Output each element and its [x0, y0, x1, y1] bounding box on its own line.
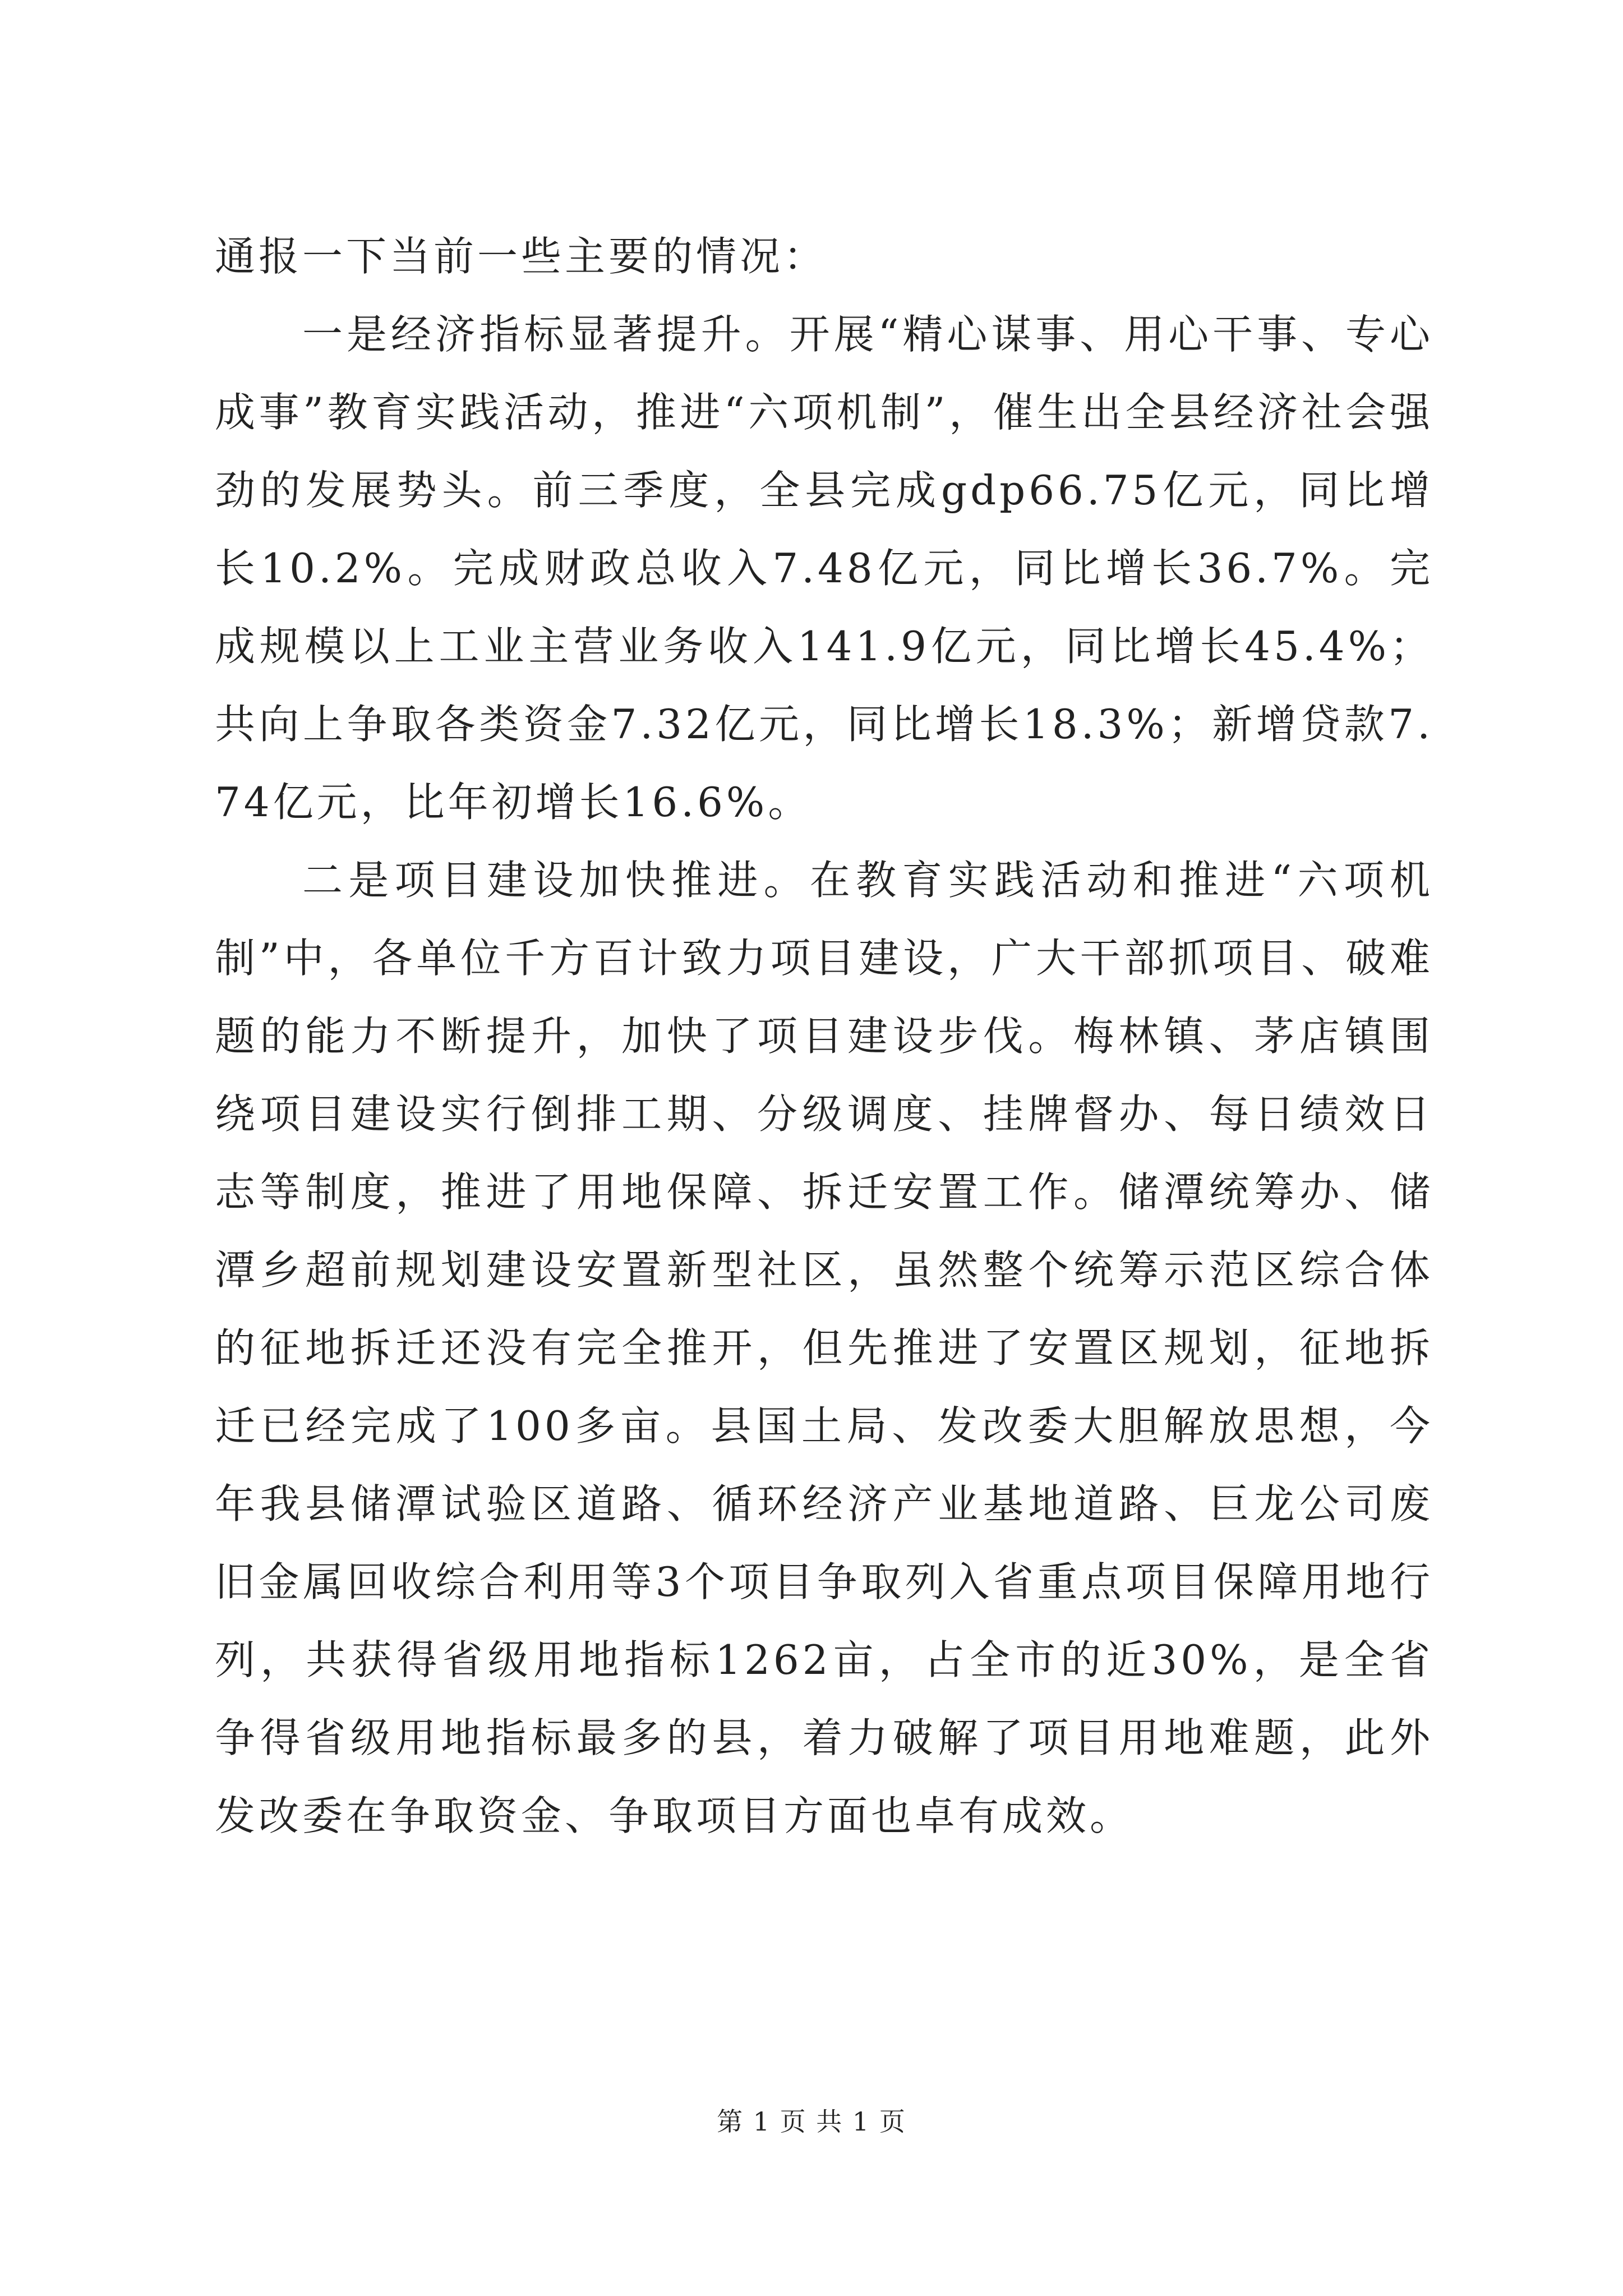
intro-paragraph: 通报一下当前一些主要的情况： [215, 233, 828, 280]
economic-indicators-paragraph: 一是经济指标显著提升。开展“精心谋事、用心干事、专心成事”教育实践活动，推进“六项机制”，催生出全县经济社会强劲的发展势头。前三季度，全县完成gdp66.75亿元，同比增长10.2%。完成财政总收入7.48亿元，同比增长36.7%。完成规模以上工业主营业务收入141.9亿元，同比增长45.4%；共向上争取各类资金7.32亿元，同比增长18.3%；新增贷款7.74亿元，比年初增长16.6%。 [215, 311, 1433, 826]
page-number-footer: 第 1 页 共 1 页 [717, 2106, 906, 2137]
project-construction-paragraph: 二是项目建设加快推进。在教育实践活动和推进“六项机制”中，各单位千方百计致力项目建设，广大干部抓项目、破难题的能力不断提升，加快了项目建设步伐。梅林镇、茅店镇围绕项目建设实行倒排工期、分级调度、挂牌督办、每日绩效日志等制度，推进了用地保障、拆迁安置工作。储潭统筹办、储潭乡超前规划建设安置新型社区，虽然整个统筹示范区综合体的征地拆迁还没有完全推开，但先推进了安置区规划，征地拆迁已经完成了100多亩。县国土局、发改委大胆解放思想，今年我县储潭试验区道路、循环经济产业基地道路、巨龙公司废旧金属回收综合利用等3个项目争取列入省重点项目保障用地行列，共获得省级用地指标1262亩，占全市的近30%，是全省争得省级用地指标最多的县，着力破解了项目用地难题，此外发改委在争取资金、争取项目方面也卓有成效。 [215, 857, 1433, 1839]
document-body [215, 218, 1433, 1855]
